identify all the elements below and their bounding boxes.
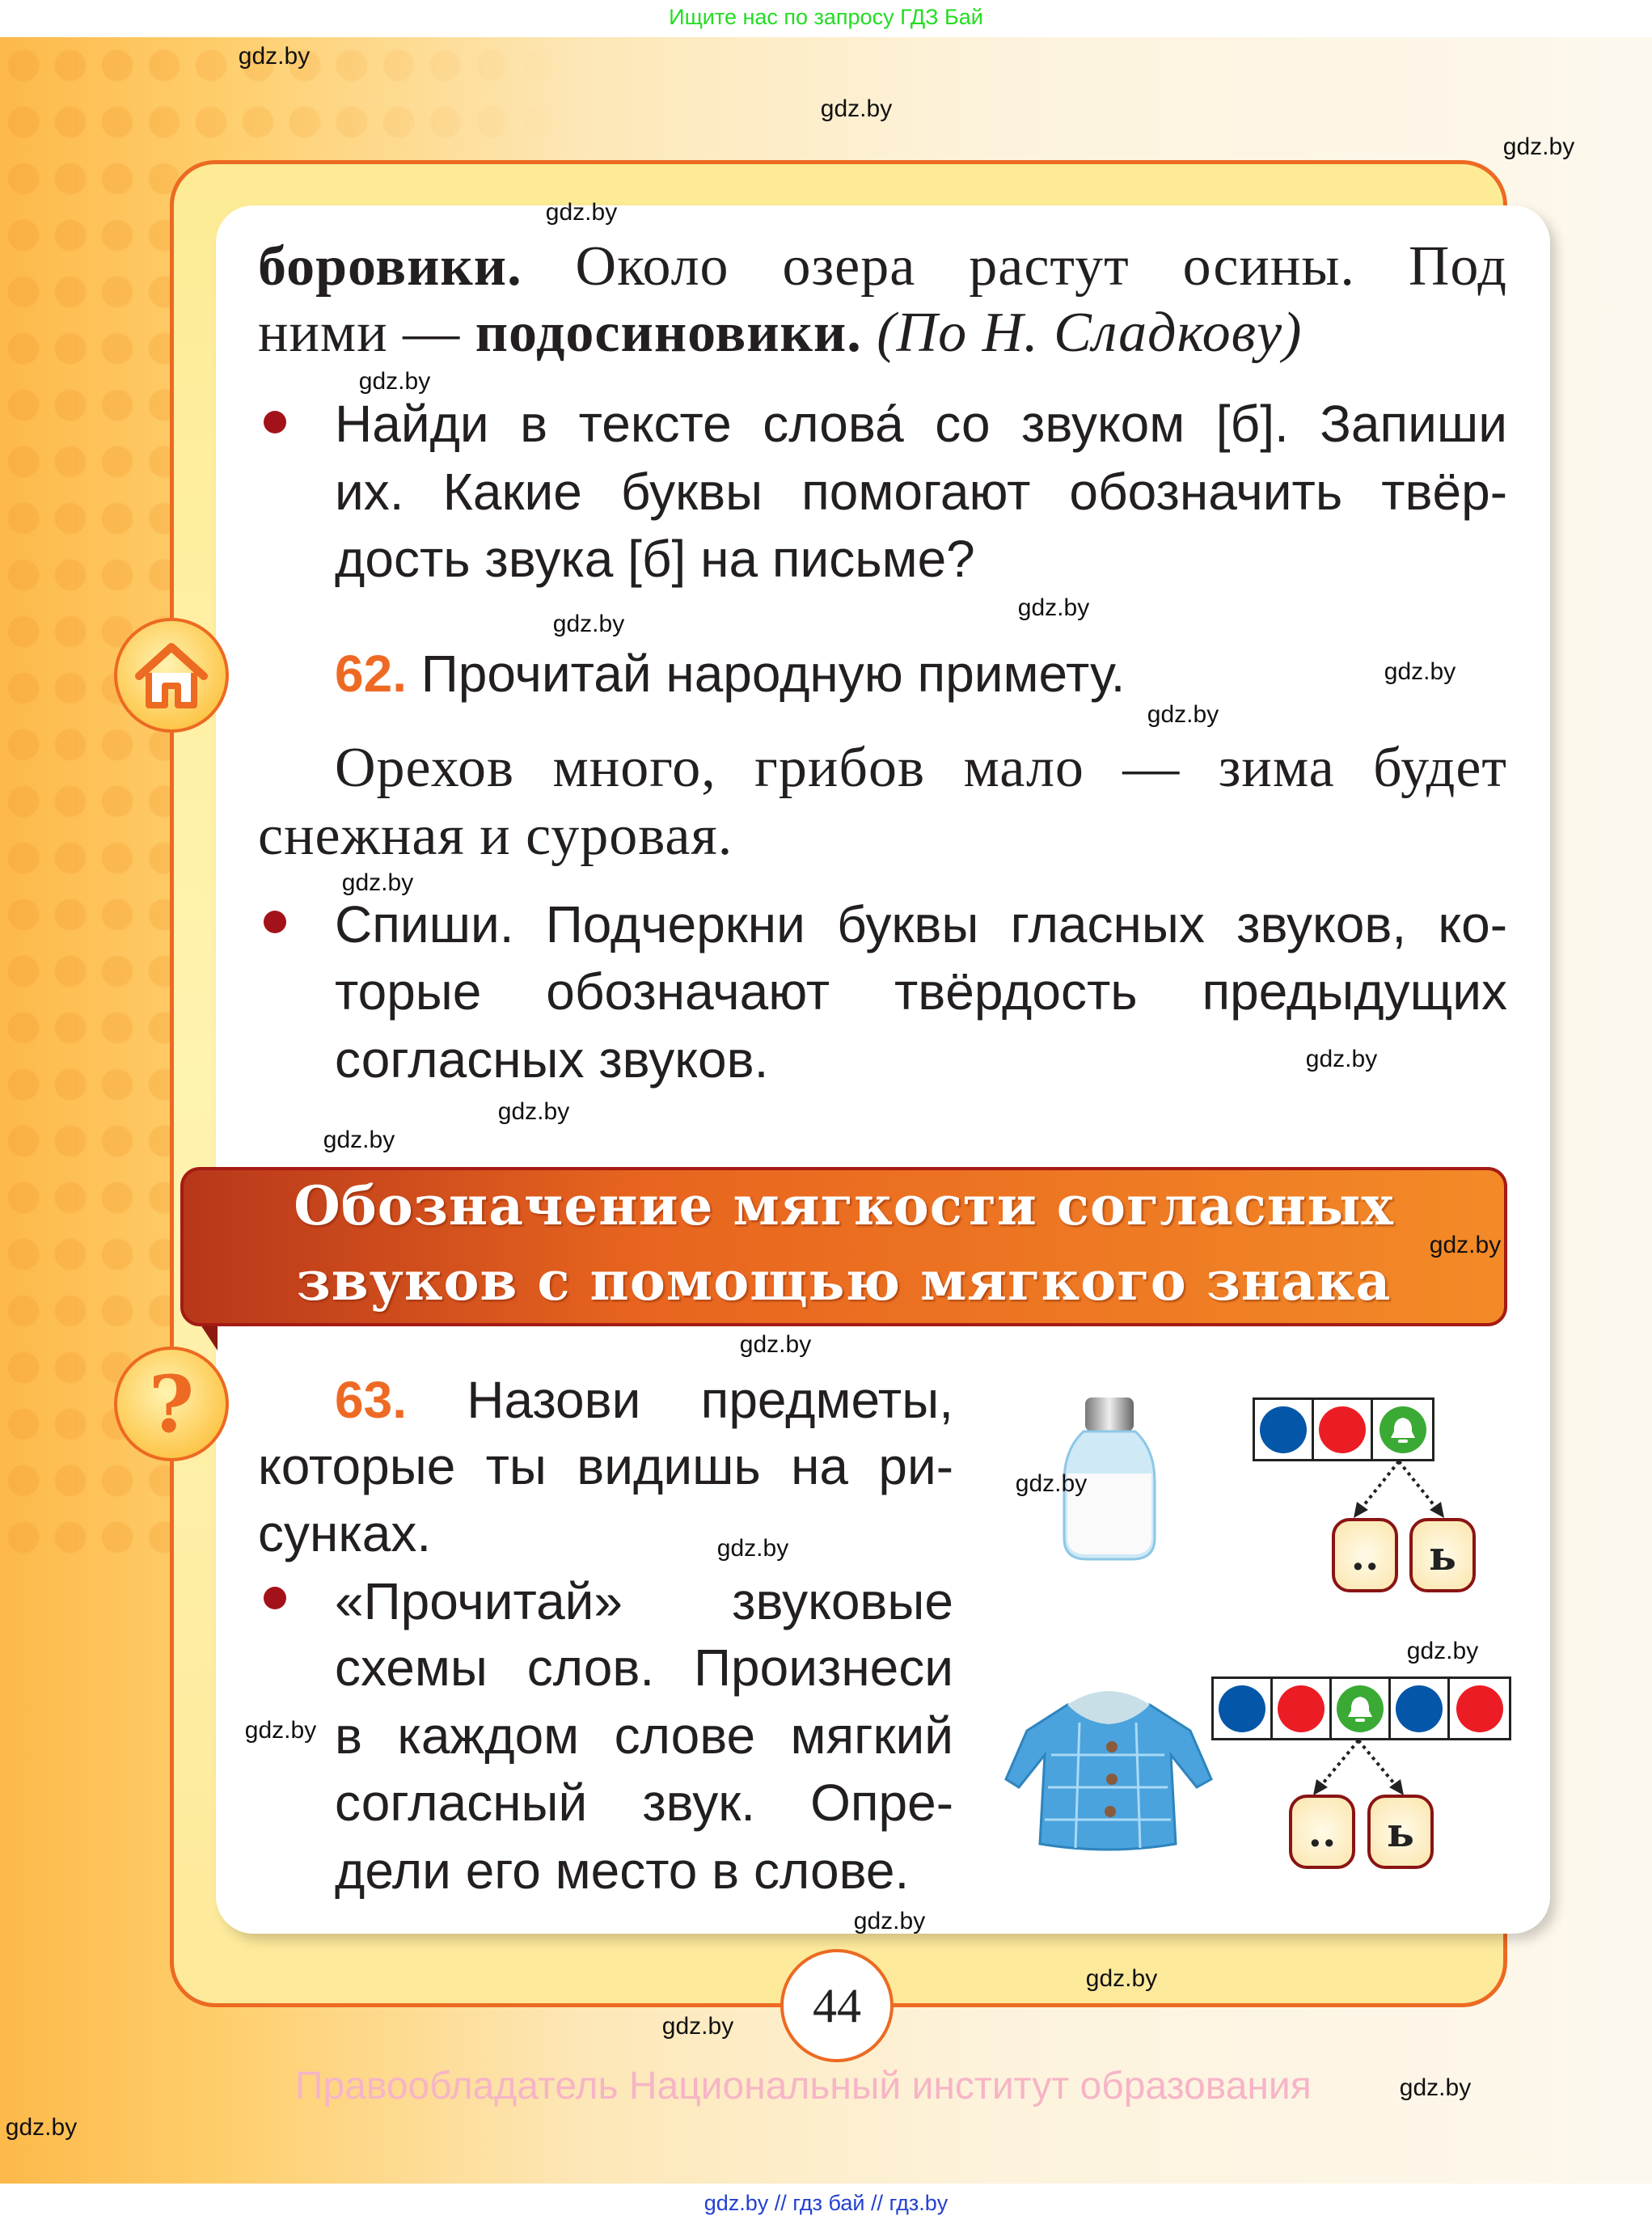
footer-links[interactable]: gdz.by // гдз бай // гдз.by (0, 2184, 1652, 2224)
proverb-line: снежная и суровая. (258, 805, 733, 867)
watermark: gdz.by (1429, 1232, 1502, 1258)
soft-consonant-icon (1319, 1406, 1366, 1453)
question-icon (114, 1347, 229, 1461)
section-title-line: звуков с помощью мягкого знака (296, 1249, 1392, 1313)
watermark: gdz.by (244, 1717, 317, 1744)
hard-consonant-icon (1219, 1685, 1265, 1732)
text: ними — (258, 302, 475, 364)
question-mark-glyph: ? (148, 1358, 195, 1450)
bullet-icon (264, 1587, 286, 1609)
exercise-63-heading (335, 1370, 953, 1430)
watermark: gdz.by (820, 95, 893, 122)
soft-consonant-icon (1278, 1685, 1325, 1732)
task-line: их. Какие буквы помогают обозначить твёр- (335, 463, 1507, 521)
coat-picture (1003, 1682, 1215, 1855)
dotted-arrows-icon (1302, 1739, 1415, 1797)
watermark: gdz.by (552, 611, 625, 637)
task-line: в каждом слове мягкий (335, 1706, 953, 1765)
task-line: Спиши. Подчеркни буквы гласных звуков, ко- (335, 895, 1507, 953)
task-line: дели его место в слове. (335, 1841, 910, 1900)
bullet-icon (264, 911, 286, 933)
page-number: 44 (780, 1949, 894, 2062)
watermark: gdz.by (1147, 701, 1219, 728)
task-line: Найди в тексте слова́ со звуком [б]. Запиши (335, 395, 1507, 453)
exercise-number: 62. (335, 645, 407, 703)
text: Назови предметы, (406, 1371, 953, 1429)
watermark: gdz.by (323, 1127, 395, 1153)
proverb-line: Орехов много, грибов мало — зима будет (335, 737, 1507, 799)
bullet-icon (264, 411, 286, 433)
watermark: gdz.by (5, 2114, 78, 2141)
watermark: gdz.by (1399, 2074, 1472, 2101)
watermark: gdz.by (1502, 133, 1575, 160)
hard-consonant-icon (1260, 1406, 1307, 1453)
vowel-bell-icon (1337, 1685, 1384, 1732)
task-line: согласных звуков. (335, 1030, 769, 1089)
watermark: gdz.by (341, 869, 414, 896)
exercise-number: 63. (335, 1371, 407, 1429)
soft-sign-tile: ь (1367, 1795, 1434, 1869)
home-icon (114, 618, 229, 733)
intro-line-2 (258, 301, 1302, 366)
task-line: сунках. (258, 1504, 432, 1562)
task-line: дость звука [б] на письме? (335, 530, 975, 588)
watermark: gdz.by (1085, 1965, 1158, 1992)
search-hint-banner: Ищите нас по запросу ГДЗ Бай (0, 0, 1652, 37)
copyright-notice: Правообладатель Национальный институт образования (295, 2065, 1312, 2108)
watermark: gdz.by (1406, 1638, 1479, 1664)
watermark: gdz.by (1305, 1046, 1378, 1072)
hard-consonant-icon (1396, 1685, 1443, 1732)
soft-consonant-icon (1456, 1685, 1503, 1732)
watermark: gdz.by (1017, 594, 1090, 621)
watermark: gdz.by (661, 2013, 734, 2040)
task-line: схемы слов. Произнеси (335, 1638, 953, 1697)
watermark: gdz.by (716, 1535, 789, 1562)
soft-sign-tile: ь (1409, 1518, 1476, 1592)
watermark: gdz.by (853, 1908, 926, 1934)
watermark: gdz.by (1015, 1470, 1088, 1497)
author-citation: (По Н. Сладкову) (861, 302, 1303, 364)
softness-dots-tile: .. (1289, 1795, 1355, 1869)
dotted-arrows-icon (1342, 1460, 1456, 1520)
vowel-bell-icon (1379, 1406, 1426, 1453)
text: Около озера растут осины. Под (522, 235, 1507, 298)
bold-word: подосиновики. (475, 302, 862, 364)
watermark: gdz.by (739, 1331, 812, 1358)
watermark: gdz.by (358, 368, 431, 395)
task-line: торые обозначают твёрдость предыдущих (335, 962, 1507, 1021)
watermark: gdz.by (238, 43, 311, 70)
exercise-title: Прочитай народную примету. (406, 645, 1126, 703)
task-line: которые ты видишь на ри- (258, 1437, 953, 1495)
intro-line-1 (258, 235, 1507, 299)
watermark: gdz.by (545, 199, 618, 226)
task-line: согласный звук. Опре- (335, 1774, 953, 1832)
section-title-line: Обозначение мягкости согласных (294, 1174, 1394, 1237)
bold-word: боровики. (258, 235, 522, 298)
sound-scheme-salt (1253, 1397, 1434, 1461)
exercise-62-heading (335, 644, 1125, 704)
watermark: gdz.by (1384, 658, 1456, 685)
softness-dots-tile: .. (1332, 1518, 1398, 1592)
watermark: gdz.by (497, 1098, 570, 1125)
sound-scheme-coat (1211, 1676, 1511, 1740)
task-line: «Прочитай» звуковые (335, 1572, 953, 1630)
